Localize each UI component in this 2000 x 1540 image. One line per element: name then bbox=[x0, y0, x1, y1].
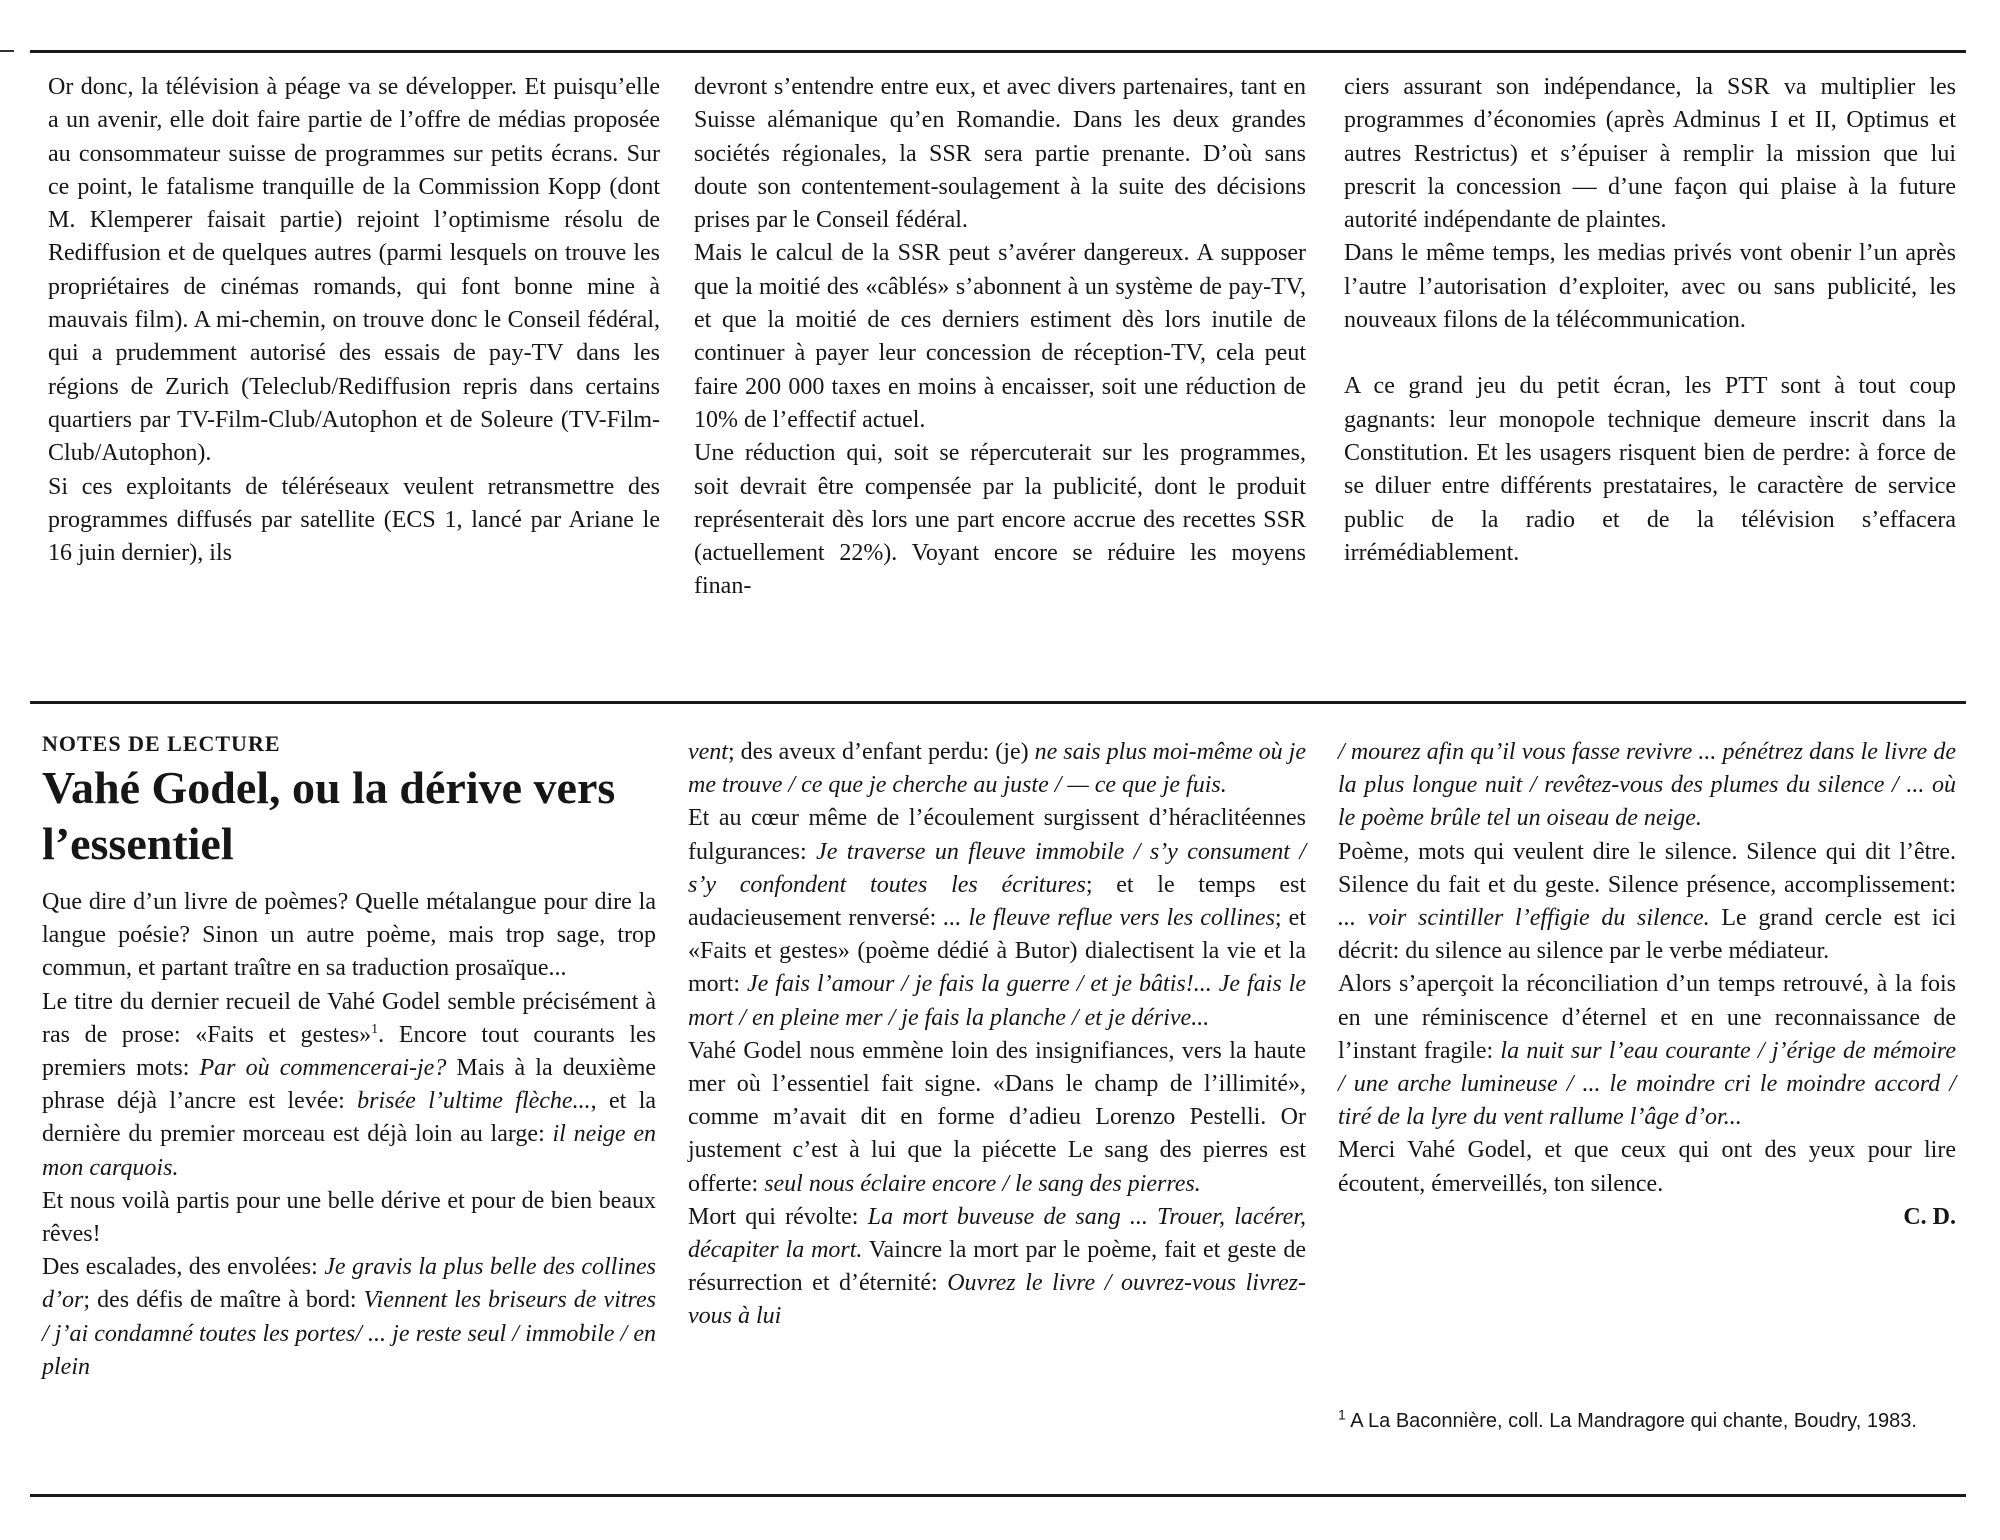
quote-run: / mourez afin qu’il vous fasse revivre ... pénétrez dans le livre de la plus longue nuit / revêtez-vous des plumes du silence / ... où le poème brûle tel un oiseau de neige. bbox=[1338, 739, 1956, 832]
middle-rule bbox=[30, 701, 1966, 704]
quote-run: Par où commencerai-je? bbox=[199, 1055, 447, 1082]
lower-col3-paragraph-1 bbox=[1338, 736, 1956, 836]
paragraph-gap bbox=[1344, 337, 1956, 370]
lower-col3-paragraph-3 bbox=[1338, 968, 1956, 1134]
lower-col1-paragraph-3: Et nous voilà partis pour une belle dérive et pour de bien beaux rêves! bbox=[42, 1187, 656, 1248]
quote-run: brisée l’ultime flèche... bbox=[357, 1088, 591, 1115]
quote-run: Je fais l’amour / je fais la guerre / et je bâtis!... Je fais le mort / en pleine mer / je fais la planche / et je dérive... bbox=[688, 971, 1307, 1031]
quote-run: la nuit sur l’eau courante / j’érige de mémoire / une arche lumineuse / ... le moindre cri le moindre accord / tiré de la lyre du vent rallume l’âge d’or... bbox=[1338, 1037, 1956, 1131]
text-run: Alors s’aperçoit la réconciliation d’un temps retrouvé, à la fois en une réminiscence d’éternel et en une reconnaissance de l’instant fragile: bbox=[1338, 971, 1956, 1064]
quote-run: Je traverse un fleuve immobile / s’y consument / s’y confondent toutes les écritures bbox=[688, 838, 1306, 898]
upper-column-1 bbox=[48, 71, 660, 570]
lower-column-1 bbox=[42, 730, 656, 1384]
text-run: Poème, mots qui veulent dire le silence. Silence qui dit l’être. Silence du fait et du geste. Silence présence, accomplissement: bbox=[1338, 838, 1956, 898]
lower-col3-paragraph-2 bbox=[1338, 836, 1956, 969]
quote-run: ne sais plus moi-même où je me trouve / ce que je cherche au juste / — ce que je fuis. bbox=[688, 739, 1306, 799]
lower-col2-paragraph-2 bbox=[688, 802, 1306, 1034]
upper-col1-paragraph-1: Or donc, la télévision à péage va se développer. Et puisqu’elle a un avenir, elle doit faire partie de l’offre de médias proposée au consommateur suisse de programmes sur petits écrans. Sur ce point, le fatalisme tranquille de la Commission Kopp (dont M. Klemperer faisait partie) rejoint l’optimisme résolu de Rediffusion et de quelques autres (parmi lesquels on trouve les propriétaires de cinémas romands, qui font bonne mine à mauvais film). A mi-chemin, on trouve donc le Conseil fédéral, qui a prudemment autorisé des essais de pay-TV dans les régions de Zurich (Teleclub/Rediffusion repris dans certains quartiers par TV-Film-Club/Autophon et de Soleure (TV-Film-Club/Autophon). bbox=[48, 74, 660, 467]
quote-run: seul nous éclaire encore / le sang des pierres. bbox=[764, 1170, 1201, 1197]
text-run: Et au cœur même de l’écoulement surgissent d’héraclitéennes fulgurances: bbox=[688, 805, 1306, 865]
text-run: , et la dernière du premier morceau est déjà loin au large: bbox=[42, 1088, 657, 1148]
upper-col1-paragraph-2: Si ces exploitants de téléréseaux veulent retransmettre des programmes diffusés par satellite (ECS 1, lancé par Ariane le 16 juin dernier), ils bbox=[48, 473, 660, 567]
footnote-text: A La Baconnière, coll. La Mandragore qui chante, Boudry, 1983. bbox=[1345, 1410, 1917, 1432]
text-run: Le grand cercle est ici décrit: du silence au silence par le verbe médiateur. bbox=[1338, 905, 1956, 965]
quote-run: ... le fleuve reflue vers les collines bbox=[943, 905, 1275, 932]
lower-col1-paragraph-2 bbox=[42, 986, 656, 1185]
lower-col2-paragraph-1 bbox=[688, 736, 1306, 802]
upper-col3-paragraph-2: Dans le même temps, les medias privés vont obenir l’un après l’autre l’autorisation d’exploiter, avec ou sans publicité, les nouveaux filons de la télécommunication. bbox=[1344, 240, 1956, 334]
section-kicker: NOTES DE LECTURE bbox=[42, 731, 281, 756]
top-rule bbox=[30, 50, 1966, 53]
quote-run: ... voir scintiller l’effigie du silence. bbox=[1338, 905, 1710, 932]
text-run: ; et le temps est audacieusement renversé: bbox=[688, 871, 1306, 932]
lower-col1-paragraph-4 bbox=[42, 1251, 656, 1384]
footnote-number: 1 bbox=[1338, 1406, 1346, 1423]
lower-column-3 bbox=[1338, 736, 1956, 1234]
page-edge-mark bbox=[0, 50, 14, 52]
quote-run: La mort buveuse de sang ... Trouer, lacérer, décapiter la mort. bbox=[688, 1203, 1306, 1264]
lower-column-2 bbox=[688, 736, 1306, 1334]
article-headline: Vahé Godel, ou la dérive vers l’essentiel bbox=[42, 762, 616, 869]
upper-col3-paragraph-3: A ce grand jeu du petit écran, les PTT sont à tout coup gagnants: leur monopole technique demeure inscrit dans la Constitution. Et les usagers risquent bien de perdre: à force de se diluer entre différents prestataires, le caractère de service public de la radio et de la télévision s’effacera irrémédiablement. bbox=[1344, 373, 1956, 566]
lower-col3-paragraph-4: Merci Vahé Godel, et que ceux qui ont des yeux pour lire écoutent, émerveillés, ton silence. bbox=[1338, 1137, 1956, 1197]
lower-col2-paragraph-4 bbox=[688, 1201, 1306, 1334]
quote-run: vent bbox=[688, 739, 728, 765]
quote-run: Viennent les briseurs de vitres / j’ai condamné toutes les portes/ ... je reste seul / immobile / en plein bbox=[42, 1287, 656, 1380]
text-run: Le titre du dernier recueil de Vahé Godel semble précisément à ras de prose: «Faits et gestes» bbox=[42, 988, 656, 1048]
upper-col2-paragraph-1: devront s’entendre entre eux, et avec divers partenaires, tant en Suisse alémanique qu’en Romandie. Dans les deux grandes sociétés régionales, la SSR sera partie prenante. D’où sans doute son contentement-soulagement à la suite des décisions prises par le Conseil fédéral. bbox=[694, 74, 1306, 234]
upper-col2-paragraph-3: Une réduction qui, soit se répercuterait sur les programmes, soit devrait être compensée par la publicité, dont le produit représenterait dès lors une part encore accrue des recettes SSR (actuellement 22%). Voyant encore se réduire les moyens finan- bbox=[694, 440, 1306, 600]
text-run: Vaincre la mort par le poème, fait et geste de résurrection et d’éternité: bbox=[688, 1237, 1306, 1297]
text-run: Vahé Godel nous emmène loin des insignifiances, vers la haute mer où l’essentiel fait signe. «Dans le champ de l’illimité», comme m’avait dit en forme d’adieu Lorenzo Pestelli. Or justement c’est à lui que la piécette Le sang des pierres est offerte: bbox=[688, 1037, 1306, 1197]
lower-col1-paragraph-1: Que dire d’un livre de poèmes? Quelle métalangue pour dire la langue poésie? Sinon un autre poème, mais trop sage, trop commun, et partant traître en sa traduction prosaïque... bbox=[42, 889, 656, 982]
upper-col2-paragraph-2: Mais le calcul de la SSR peut s’avérer dangereux. A supposer que la moitié des «câblés» s’abonnent à un système de pay-TV, et que la moitié de ces derniers estiment dès lors inutile de continuer à payer leur concession de réception-TV, cela peut faire 200 000 taxes en moins à encaisser, soit une réduction de 10% de l’effectif actuel. bbox=[694, 240, 1306, 433]
upper-column-3 bbox=[1344, 71, 1956, 570]
quote-run: il neige en mon carquois. bbox=[42, 1121, 656, 1181]
footnote bbox=[1338, 1407, 1956, 1435]
text-run: ; des aveux d’enfant perdu: (je) bbox=[727, 739, 1035, 765]
bottom-rule bbox=[30, 1494, 1966, 1497]
quote-run: Je gravis la plus belle des collines d’or bbox=[42, 1254, 656, 1314]
text-run: Des escalades, des envolées: bbox=[42, 1254, 325, 1281]
quote-run: Ouvrez le livre / ouvrez-vous livrez-vous à lui bbox=[688, 1270, 1306, 1330]
text-run: . Encore tout courants les premiers mots: bbox=[42, 1021, 657, 1082]
text-run: Mort qui révolte: bbox=[688, 1203, 868, 1230]
footnote-ref: 1 bbox=[371, 1021, 379, 1037]
author-signature: C. D. bbox=[1903, 1203, 1956, 1230]
text-run: ; et «Faits et gestes» (poème dédié à Butor) dialectisent la vie et la mort: bbox=[688, 905, 1306, 998]
upper-col3-paragraph-1: ciers assurant son indépendance, la SSR va multiplier les programmes d’économies (après Adminus I et II, Optimus et autres Restrictus) et s’épuiser à remplir la mission que lui prescrit la concession — d’une façon qui plaise à la future autorité indépendante de plaintes. bbox=[1344, 74, 1956, 234]
lower-col2-paragraph-3 bbox=[688, 1035, 1306, 1201]
upper-column-2 bbox=[694, 71, 1306, 604]
text-run: ; des défis de maître à bord: bbox=[83, 1287, 364, 1314]
text-run: Mais à la deuxième phrase déjà l’ancre est levée: bbox=[42, 1055, 657, 1115]
